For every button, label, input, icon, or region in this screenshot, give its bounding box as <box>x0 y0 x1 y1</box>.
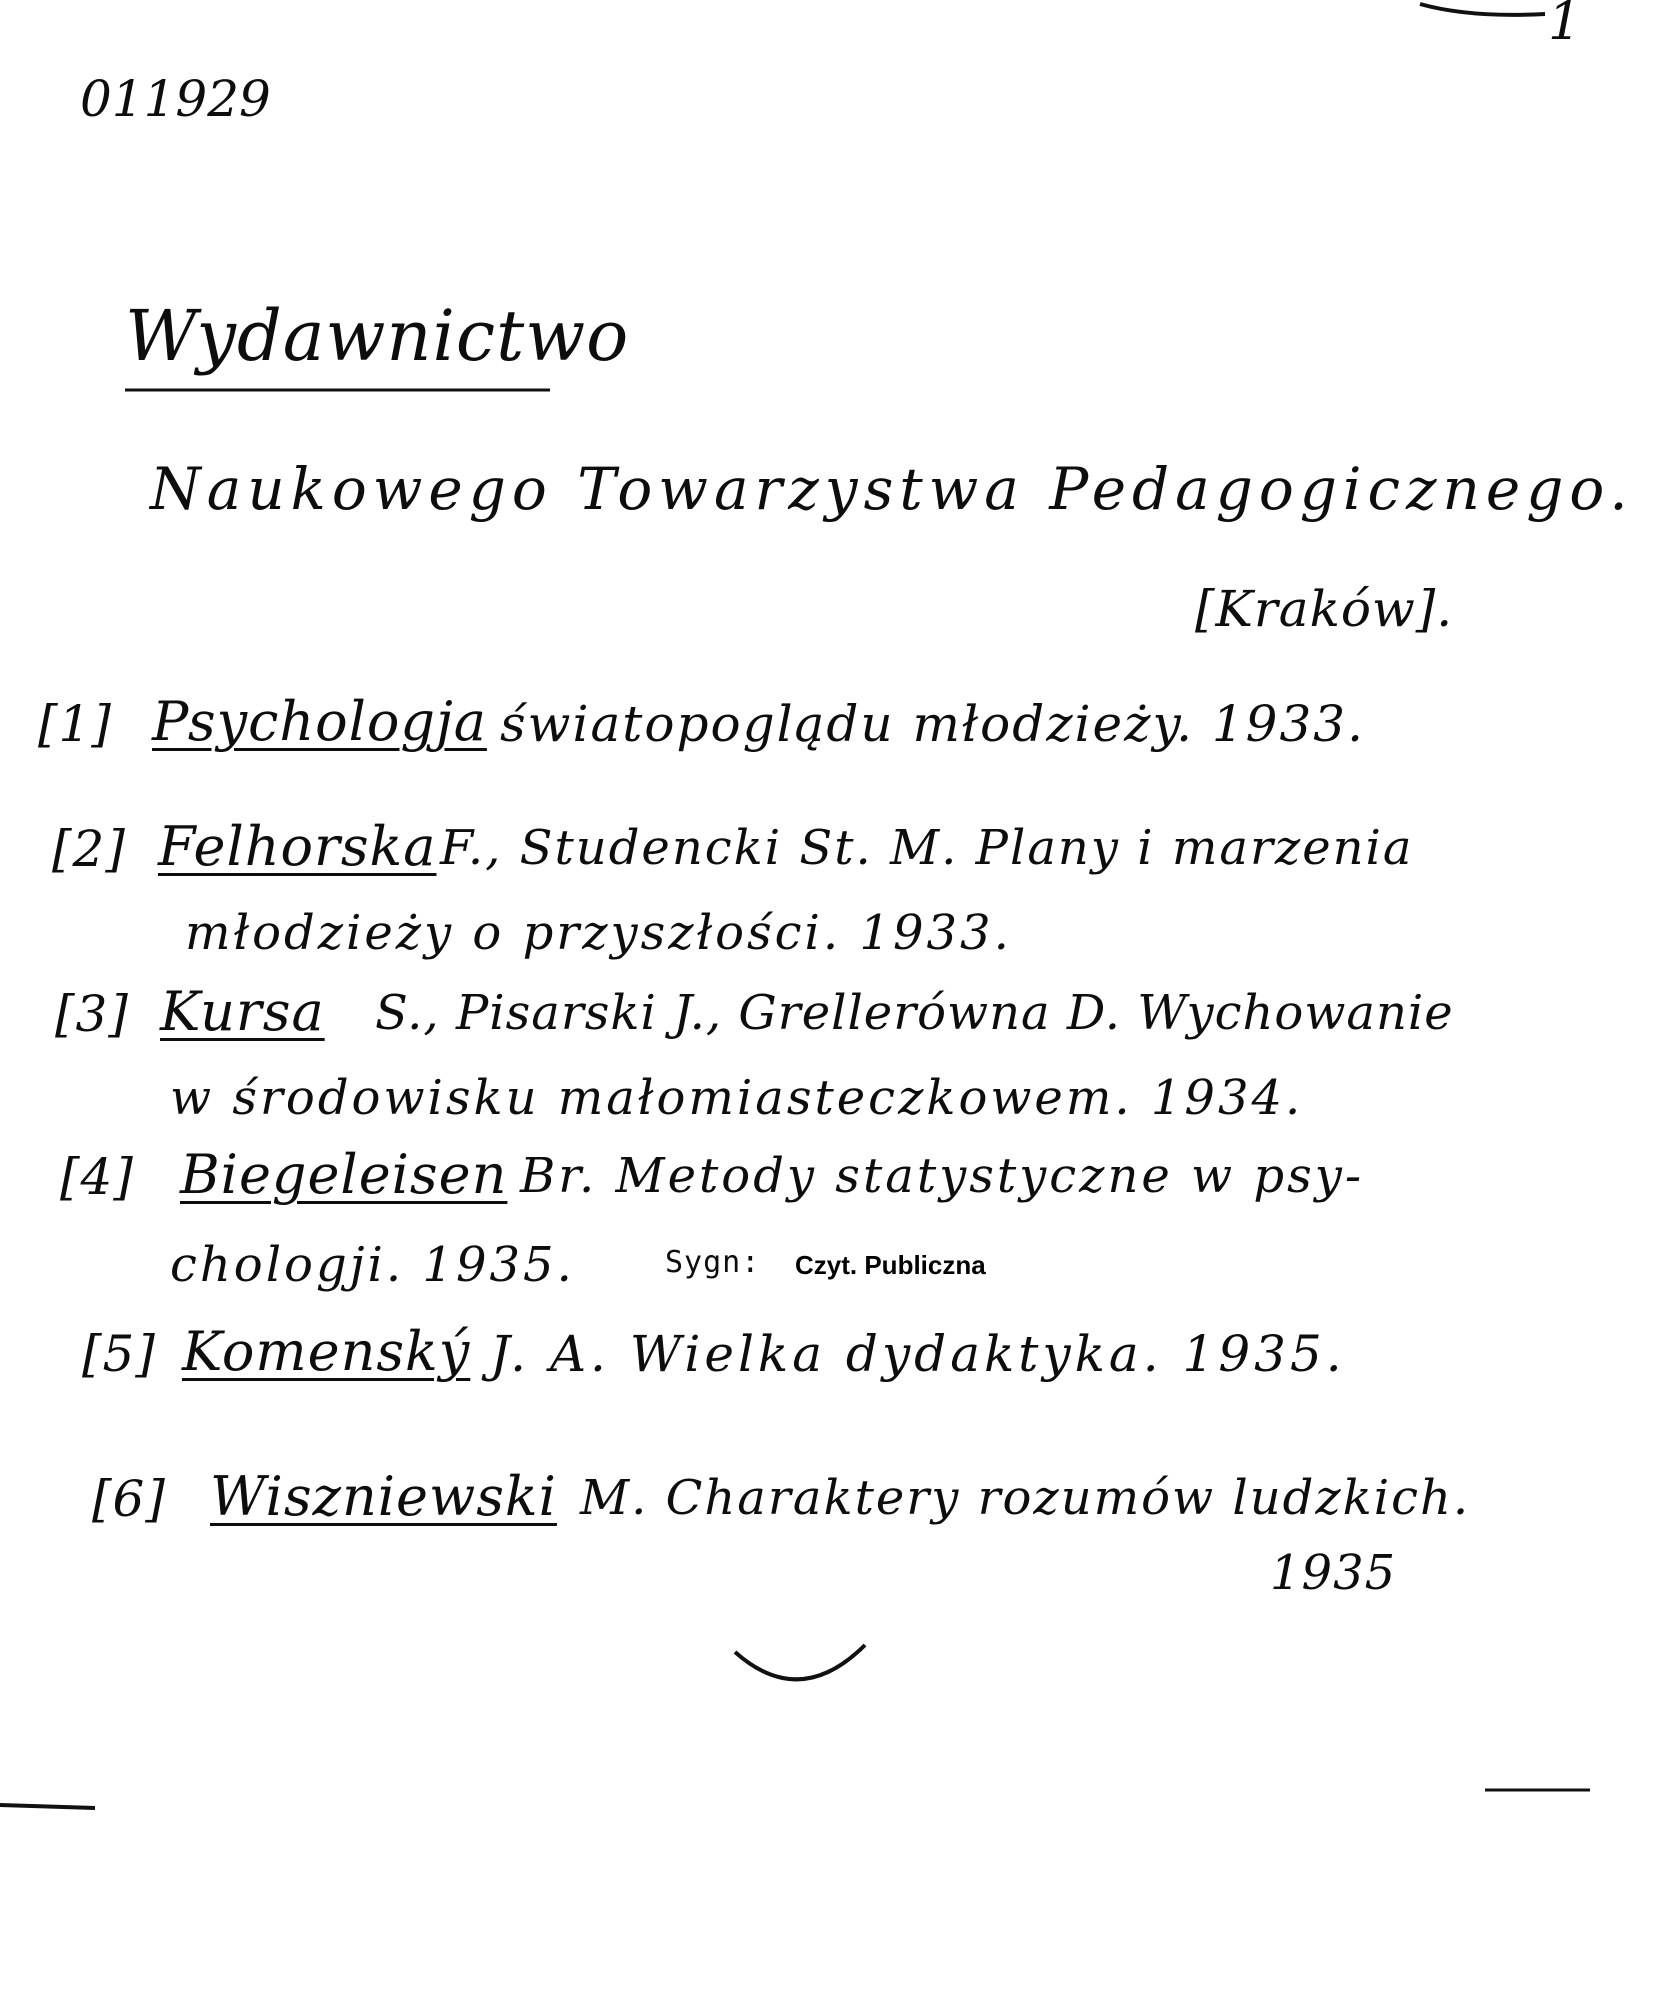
entry-title-line-2: chologji. 1935. <box>170 1237 575 1293</box>
corner-mark <box>1420 4 1545 15</box>
entry-title-line-1: M. Charaktery rozumów ludzkich. <box>580 1470 1471 1526</box>
entry-author: Kursa <box>160 980 325 1043</box>
entry-title-line-2: młodzieży o przyszłości. 1933. <box>185 905 1012 961</box>
entry-index: [6] <box>92 1470 166 1528</box>
library-stamp: Czyt. Publiczna <box>795 1250 986 1280</box>
entry-title-line-1: J. A. Wielka dydaktyka. 1935. <box>490 1325 1346 1383</box>
entry-title-line-2: 1935 <box>1270 1545 1397 1601</box>
entry-index: [2] <box>52 820 126 878</box>
entry-author: Felhorska <box>158 815 437 878</box>
heading: Wydawnictwo <box>125 295 630 377</box>
entry-index: [5] <box>82 1325 156 1383</box>
entry-index: [1] <box>38 695 112 753</box>
card-number: 011929 <box>80 70 271 128</box>
page-mark: 1 <box>1548 0 1583 52</box>
entry-index: [3] <box>55 985 129 1043</box>
entry-author: Komenský <box>182 1320 471 1383</box>
entry-title-line-2: w środowisku małomiasteczkowem. 1934. <box>170 1070 1304 1126</box>
entry-title-line-1: S., Pisarski J., Grellerówna D. Wychowanie <box>375 985 1454 1041</box>
entry-index: [4] <box>60 1148 134 1206</box>
bottom-left-rule <box>0 1805 95 1808</box>
entry-author: Psychologja <box>152 690 487 753</box>
entry-title-line-1: F., Studencki St. M. Plany i marzenia <box>440 820 1414 876</box>
entry-author: Biegeleisen <box>180 1143 508 1206</box>
entry-author: Wiszniewski <box>210 1465 557 1528</box>
subheading: Naukowego Towarzystwa Pedagogicznego. <box>150 455 1634 523</box>
place: [Kraków]. <box>1195 580 1454 638</box>
call-number-label: Sygn: <box>665 1245 761 1280</box>
closing-arc <box>735 1645 865 1679</box>
entry-title-line-1: Br. Metody statystyczne w psy- <box>520 1148 1365 1204</box>
entry-title-line-1: światopoglądu młodzieży. 1933. <box>500 695 1366 753</box>
